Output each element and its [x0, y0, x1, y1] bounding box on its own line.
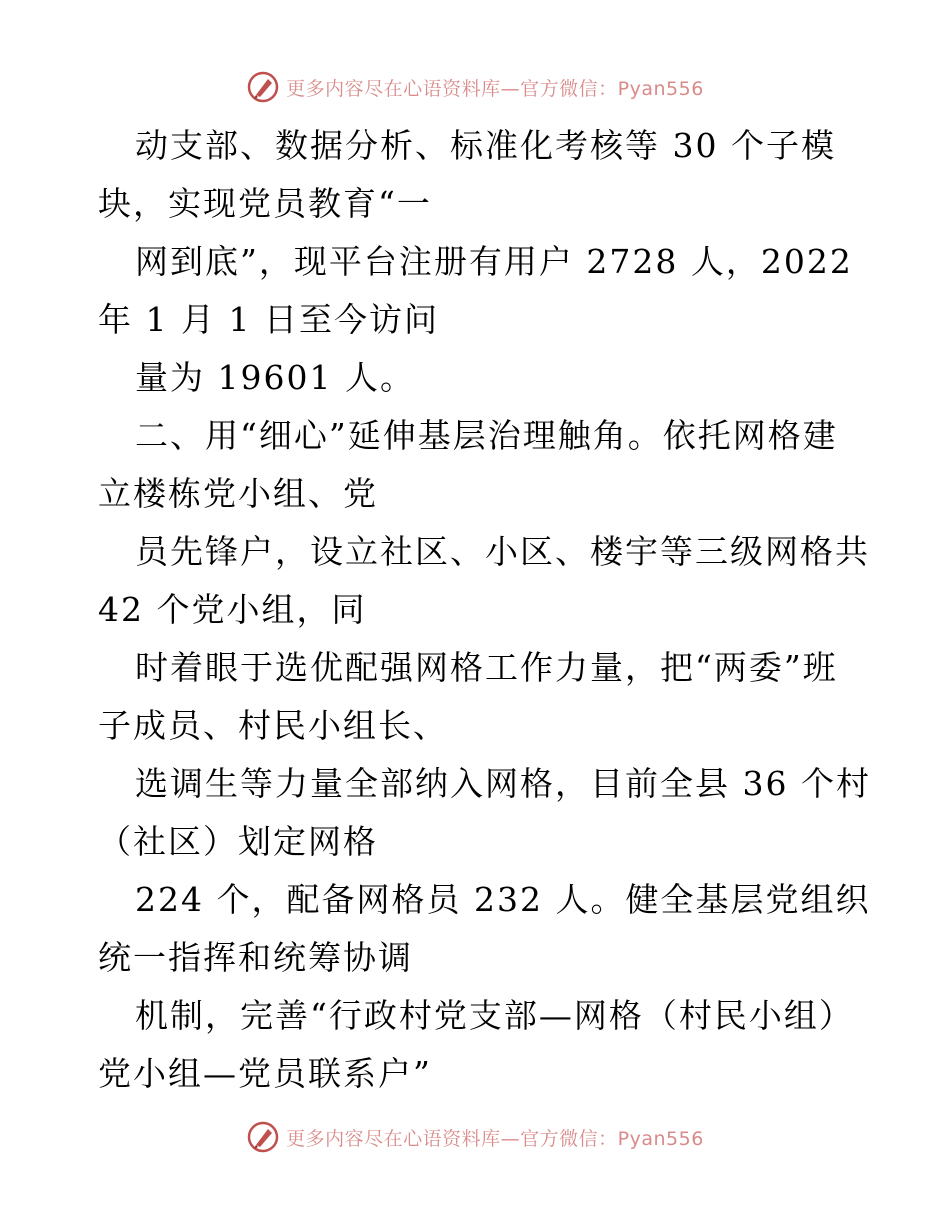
watermark-footer: [0, 1120, 950, 1154]
body-line: 统一指挥和统筹协调: [98, 938, 413, 977]
watermark-text: 更多内容尽在心语资料库—官方微信：Pyan556: [286, 77, 704, 100]
body-line: 量为 19601 人。: [135, 358, 415, 397]
body-line: 员先锋户，设立社区、小区、楼宇等三级网格共: [135, 532, 870, 571]
body-line: 立楼栋党小组、党: [98, 474, 378, 513]
body-line: 块，实现党员教育“一: [98, 184, 432, 223]
watermark-header: [0, 70, 950, 104]
watermark-text: 更多内容尽在心语资料库—官方微信：Pyan556: [286, 1127, 704, 1150]
body-line: 动支部、数据分析、标准化考核等 30 个子模: [135, 126, 836, 165]
pen-nib-icon: [246, 1120, 280, 1154]
body-line: 42 个党小组，同: [98, 590, 367, 629]
body-line: 二、用“细心”延伸基层治理触角。依托网格建: [135, 416, 838, 455]
body-line: （社区）划定网格: [98, 822, 378, 861]
body-line: 224 个，配备网格员 232 人。健全基层党组织: [135, 880, 871, 919]
body-line: 选调生等力量全部纳入网格，目前全县 36 个村: [135, 764, 871, 803]
body-line: 时着眼于选优配强网格工作力量，把“两委”班: [135, 648, 838, 687]
pen-nib-icon: [246, 70, 280, 104]
body-line: 年 1 月 1 日至今访问: [98, 300, 439, 339]
body-line: 子成员、村民小组长、: [98, 706, 448, 745]
body-line: 机制，完善“行政村党支部—网格（村民小组）: [135, 996, 854, 1035]
body-line: 党小组—党员联系户”: [98, 1054, 432, 1093]
body-line: 网到底”，现平台注册有用户 2728 人，2022: [135, 242, 853, 281]
